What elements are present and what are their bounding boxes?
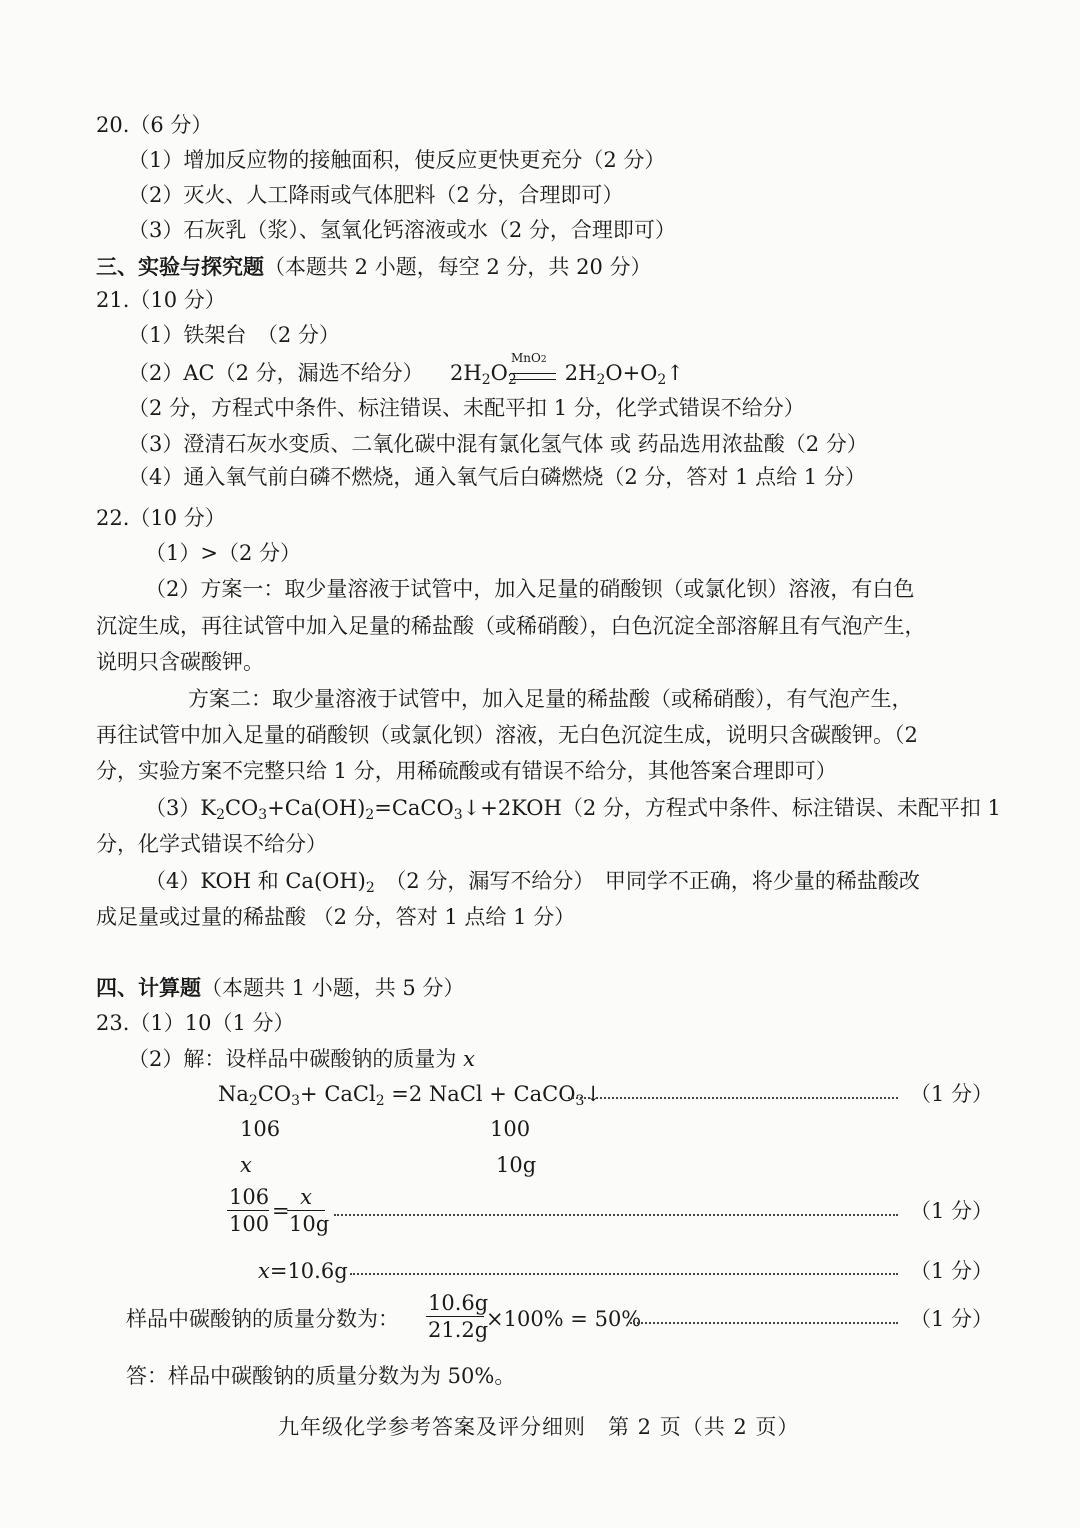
mass-fraction: 10.6g 21.2g — [428, 1291, 489, 1342]
section-4-desc: （本题共 1 小题，共 5 分） — [201, 976, 465, 1000]
score-mark: （1 分） — [910, 1259, 994, 1283]
section-3-desc: （本题共 2 小题，每空 2 分，共 20 分） — [264, 255, 652, 279]
q22-answer-3: $(3)K_2CO_3+Ca(OH)_2=CaCO_3↓+2KOH(2$ 分，方程式中条件、标注错误、未配平扣 1 — [145, 796, 1001, 823]
q21-equation: $2H_2O_2$ $2H_2O+O_2↑$ — [450, 361, 684, 388]
q22-answer-4: （4）KOH 和 $Ca(OH)_2$ （2 分，漏写不给分） 甲同学不正确，将少量的稀盐酸改 — [145, 869, 920, 896]
section-3-header — [96, 252, 652, 282]
section-4-title: 四、计算题 — [96, 975, 201, 1000]
mass-fraction-label: 样品中碳酸钠的质量分数为： — [126, 1307, 399, 1331]
section-3-title: 三、实验与探究题 — [96, 254, 264, 279]
dot-leader — [334, 1214, 898, 1216]
reaction-equals-sign — [510, 373, 556, 380]
page-footer: 九年级化学参考答案及评分细则 第 2 页（共 2 页） — [278, 1415, 800, 1439]
q20-answer-3: （3）石灰乳（浆）、氢氧化钙溶液或水（2 分，合理即可） — [128, 218, 676, 242]
q22-answer-4-line-2: 成足量或过量的稀盐酸 （2 分，答对 1 点给 1 分） — [96, 905, 576, 929]
unknown-mass: x — [240, 1153, 252, 1177]
score-mark: （1 分） — [910, 1199, 994, 1223]
score-mark: （1 分） — [910, 1307, 994, 1331]
q23-answer-1: 23.（1）10（1 分） — [96, 1011, 295, 1035]
q21-answer-1: （1）铁架台 （2 分） — [128, 323, 340, 347]
score-mark: （1 分） — [910, 1082, 994, 1106]
x-result: x=10.6g — [258, 1259, 348, 1283]
q21-answer-4: （4）通入氧气前白磷不燃烧，通入氧气后白磷燃烧（2 分，答对 1 点给 1 分） — [128, 465, 866, 489]
fraction-equals: = — [272, 1199, 290, 1223]
q21-heading: 21.（10 分） — [96, 288, 226, 312]
q20-heading: 20.（6 分） — [96, 113, 213, 137]
molar-mass-caco3: 100 — [490, 1117, 531, 1141]
q21-answer-2: （2）AC（2 分，漏选不给分） — [128, 361, 424, 385]
q22-answer-2-line-3: 说明只含碳酸钾。 — [96, 650, 264, 674]
q21-answer-2-note: （2 分，方程式中条件、标注错误、未配平扣 1 分，化学式错误不给分） — [128, 396, 805, 420]
q23-answer-2-heading: （2）解：设样品中碳酸钠的质量为 x — [128, 1047, 475, 1071]
q22-answer-2-line-6: 分，实验方案不完整只给 1 分，用稀硫酸或有错误不给分，其他答案合理即可） — [96, 759, 837, 783]
known-mass: 10g — [496, 1153, 537, 1177]
q21-answer-3: （3）澄清石灰水变质、二氧化碳中混有氯化氢气体 或 药品选用浓盐酸（2 分） — [128, 432, 868, 456]
q22-answer-2-line-1: （2）方案一：取少量溶液于试管中，加入足量的硝酸钡（或氯化钡）溶液，有白色 — [145, 577, 915, 601]
q22-answer-1: （1）>（2 分） — [145, 541, 301, 565]
final-answer: 答：样品中碳酸钠的质量分数为为 50%。 — [126, 1364, 516, 1388]
fraction-right: x 10g — [289, 1185, 330, 1236]
dot-leader — [568, 1097, 898, 1099]
q20-answer-2: （2）灭火、人工降雨或气体肥料（2 分，合理即可） — [128, 183, 624, 207]
fraction-left: 106 100 — [229, 1185, 270, 1236]
mass-fraction-result: ×100% = 50% — [486, 1307, 642, 1331]
q20-answer-1: （1）增加反应物的接触面积，使反应更快更充分（2 分） — [128, 148, 666, 172]
q22-answer-2-line-4: 方案二：取少量溶液于试管中，加入足量的稀盐酸（或稀硝酸），有气泡产生， — [188, 687, 913, 711]
section-4-header — [96, 973, 464, 1003]
q22-heading: 22.（10 分） — [96, 506, 226, 530]
dot-leader — [630, 1322, 898, 1324]
q22-answer-2-line-5: 再往试管中加入足量的硝酸钡（或氯化钡）溶液，无白色沉淀生成，说明只含碳酸钾。（2 — [96, 723, 918, 747]
molar-mass-na2co3: 106 — [240, 1117, 281, 1141]
reaction-equation: $Na_2CO_3+$ CaCl$_2$ =2 NaCl + CaCO$_3$↓ — [218, 1082, 602, 1109]
catalyst-label: MnO2 — [511, 351, 547, 365]
dot-leader — [350, 1273, 898, 1275]
q22-answer-3-line-2: 分，化学式错误不给分） — [96, 832, 327, 856]
q22-answer-2-line-2: 沉淀生成，再往试管中加入足量的稀盐酸（或稀硝酸），白色沉淀全部溶解且有气泡产生， — [96, 614, 926, 638]
